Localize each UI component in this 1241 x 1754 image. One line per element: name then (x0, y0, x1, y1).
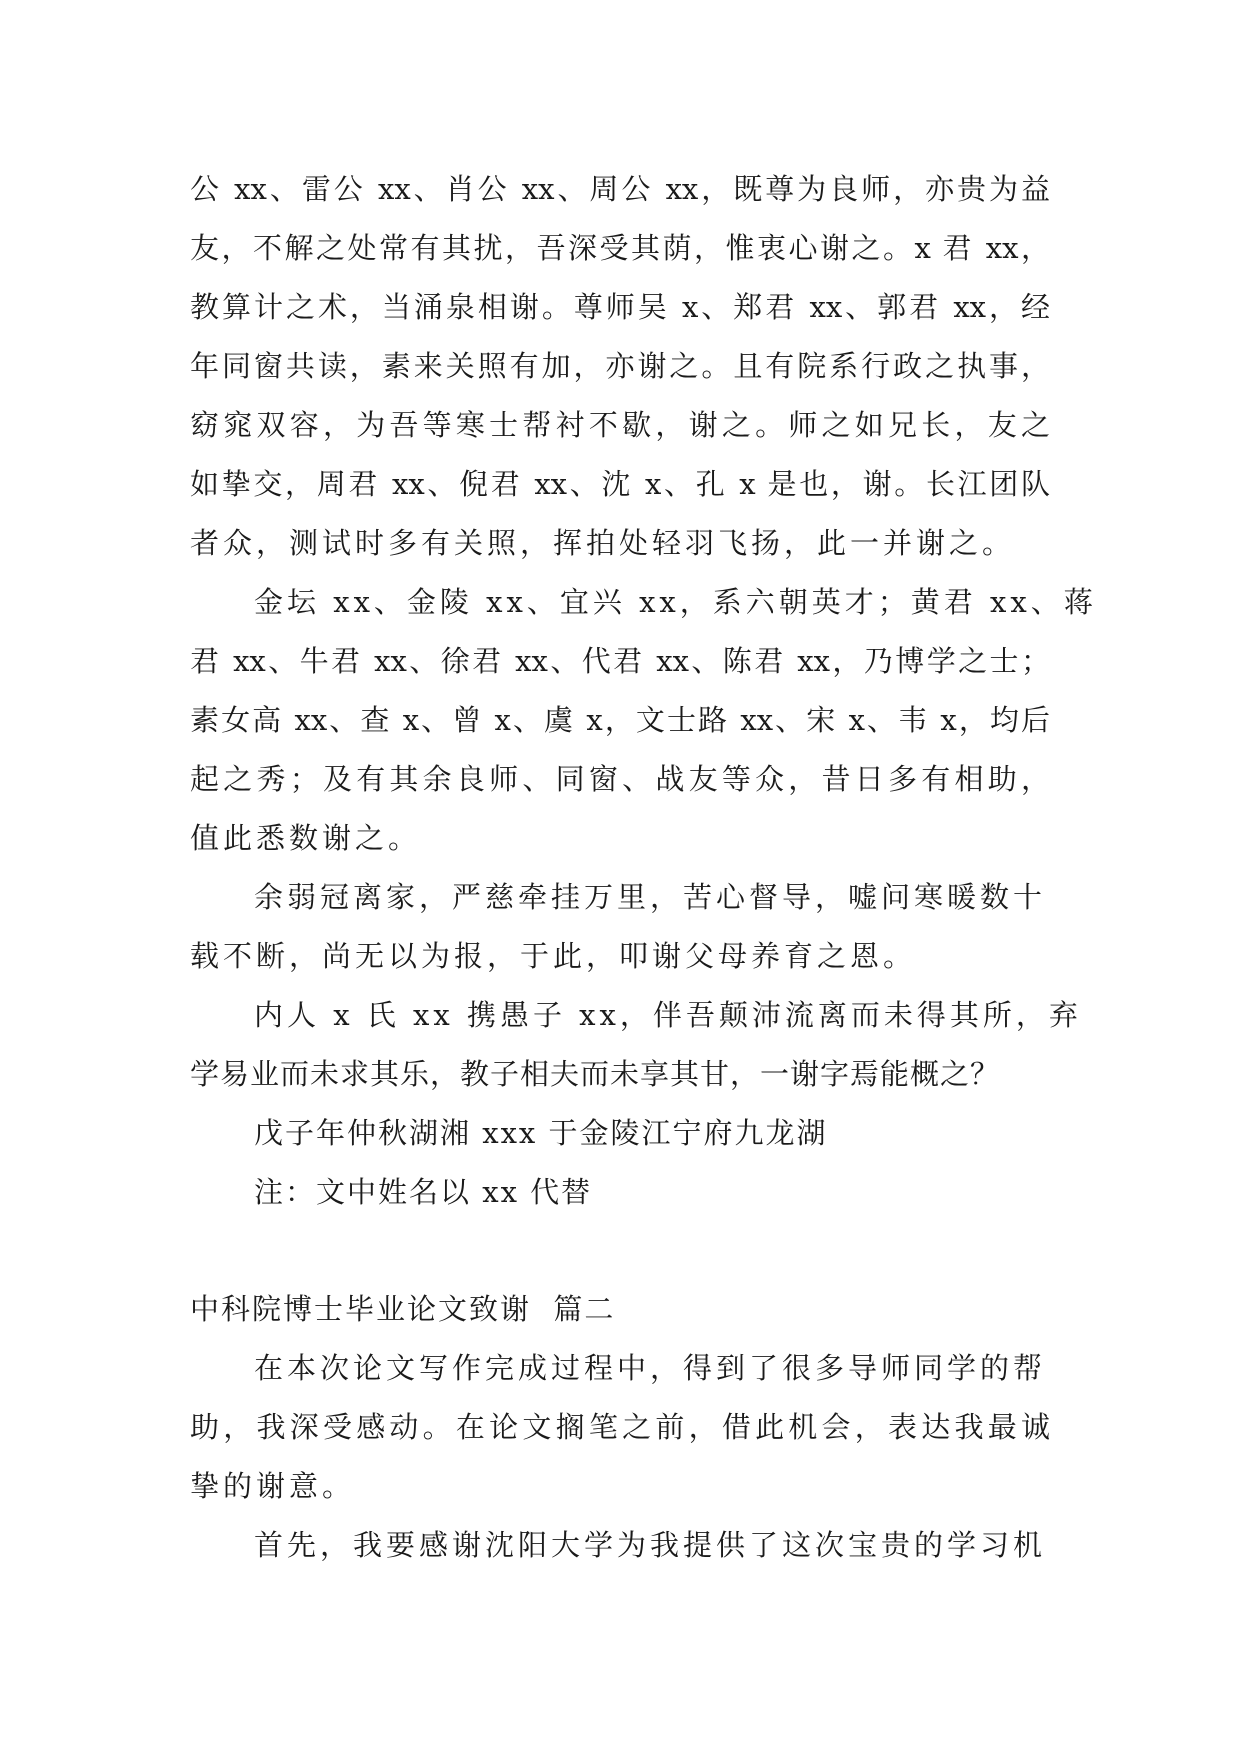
paragraph-line: 素女高 xx、查 x、曾 x、虞 x，文士路 xx、宋 x、韦 x，均后 (190, 703, 1050, 737)
paragraph-line: 挚的谢意。 (190, 1469, 356, 1503)
document-body (190, 160, 1097, 1575)
paragraph (190, 160, 1050, 573)
paragraph-line: 窈窕双容，为吾等寒士帮衬不歇，谢之。师之如兄长，友之 (190, 408, 1050, 442)
paragraph-line: 金坛 xx、金陵 xx、宜兴 xx，系六朝英才；黄君 xx、蒋 (254, 585, 1097, 619)
paragraph-line: 起之秀；及有其余良师、同窗、战友等众，昔日多有相助， (190, 762, 1050, 796)
paragraph-line: 年同窗共读，素来关照有加，亦谢之。且有院系行政之执事， (190, 349, 1050, 383)
paragraph (190, 1339, 1050, 1516)
paragraph-line: 内人 x 氏 xx 携愚子 xx，伴吾颠沛流离而未得其所，弃 (254, 998, 1082, 1032)
paragraph-line: 余弱冠离家，严慈牵挂万里，苦心督导，嘘问寒暖数十 (254, 880, 1047, 914)
paragraph-line: 教算计之术，当涌泉相谢。尊师吴 x、郑君 xx、郭君 xx，经 (190, 290, 1050, 324)
paragraph (190, 986, 1082, 1104)
paragraph-line: 在本次论文写作完成过程中，得到了很多导师同学的帮 (254, 1351, 1047, 1385)
paragraph-line: 如挚交，周君 xx、倪君 xx、沈 x、孔 x 是也，谢。长江团队 (190, 467, 1050, 501)
paragraph (190, 1516, 1050, 1575)
paragraph-line: 值此悉数谢之。 (190, 821, 422, 855)
signature-line: 戊子年仲秋湖湘 xxx 于金陵江宁府九龙湖 (254, 1116, 828, 1150)
section-heading: 中科院博士毕业论文致谢 篇二 (190, 1292, 616, 1326)
paragraph-line: 首先，我要感谢沈阳大学为我提供了这次宝贵的学习机 (254, 1528, 1047, 1562)
paragraph-line: 学易业而未求其乐，教子相夫而未享其甘，一谢字焉能概之？ (190, 1057, 1001, 1091)
paragraph-line: 助，我深受感动。在论文搁笔之前，借此机会，表达我最诚 (190, 1410, 1050, 1444)
note-line: 注：文中姓名以 xx 代替 (254, 1175, 593, 1209)
paragraph (190, 868, 1050, 986)
paragraph-line: 公 xx、雷公 xx、肖公 xx、周公 xx，既尊为良师，亦贵为益 (190, 172, 1050, 206)
paragraph-line: 君 xx、牛君 xx、徐君 xx、代君 xx、陈君 xx，乃博学之士； (190, 644, 1050, 678)
paragraph-line: 载不断，尚无以为报，于此，叩谢父母养育之恩。 (190, 939, 917, 973)
paragraph-line: 者众，测试时多有关照，挥拍处轻羽飞扬，此一并谢之。 (190, 526, 1016, 560)
paragraph-line: 友，不解之处常有其扰，吾深受其荫，惟衷心谢之。x 君 xx， (190, 231, 1050, 265)
section-spacer (190, 1222, 1050, 1280)
paragraph (190, 573, 1097, 868)
